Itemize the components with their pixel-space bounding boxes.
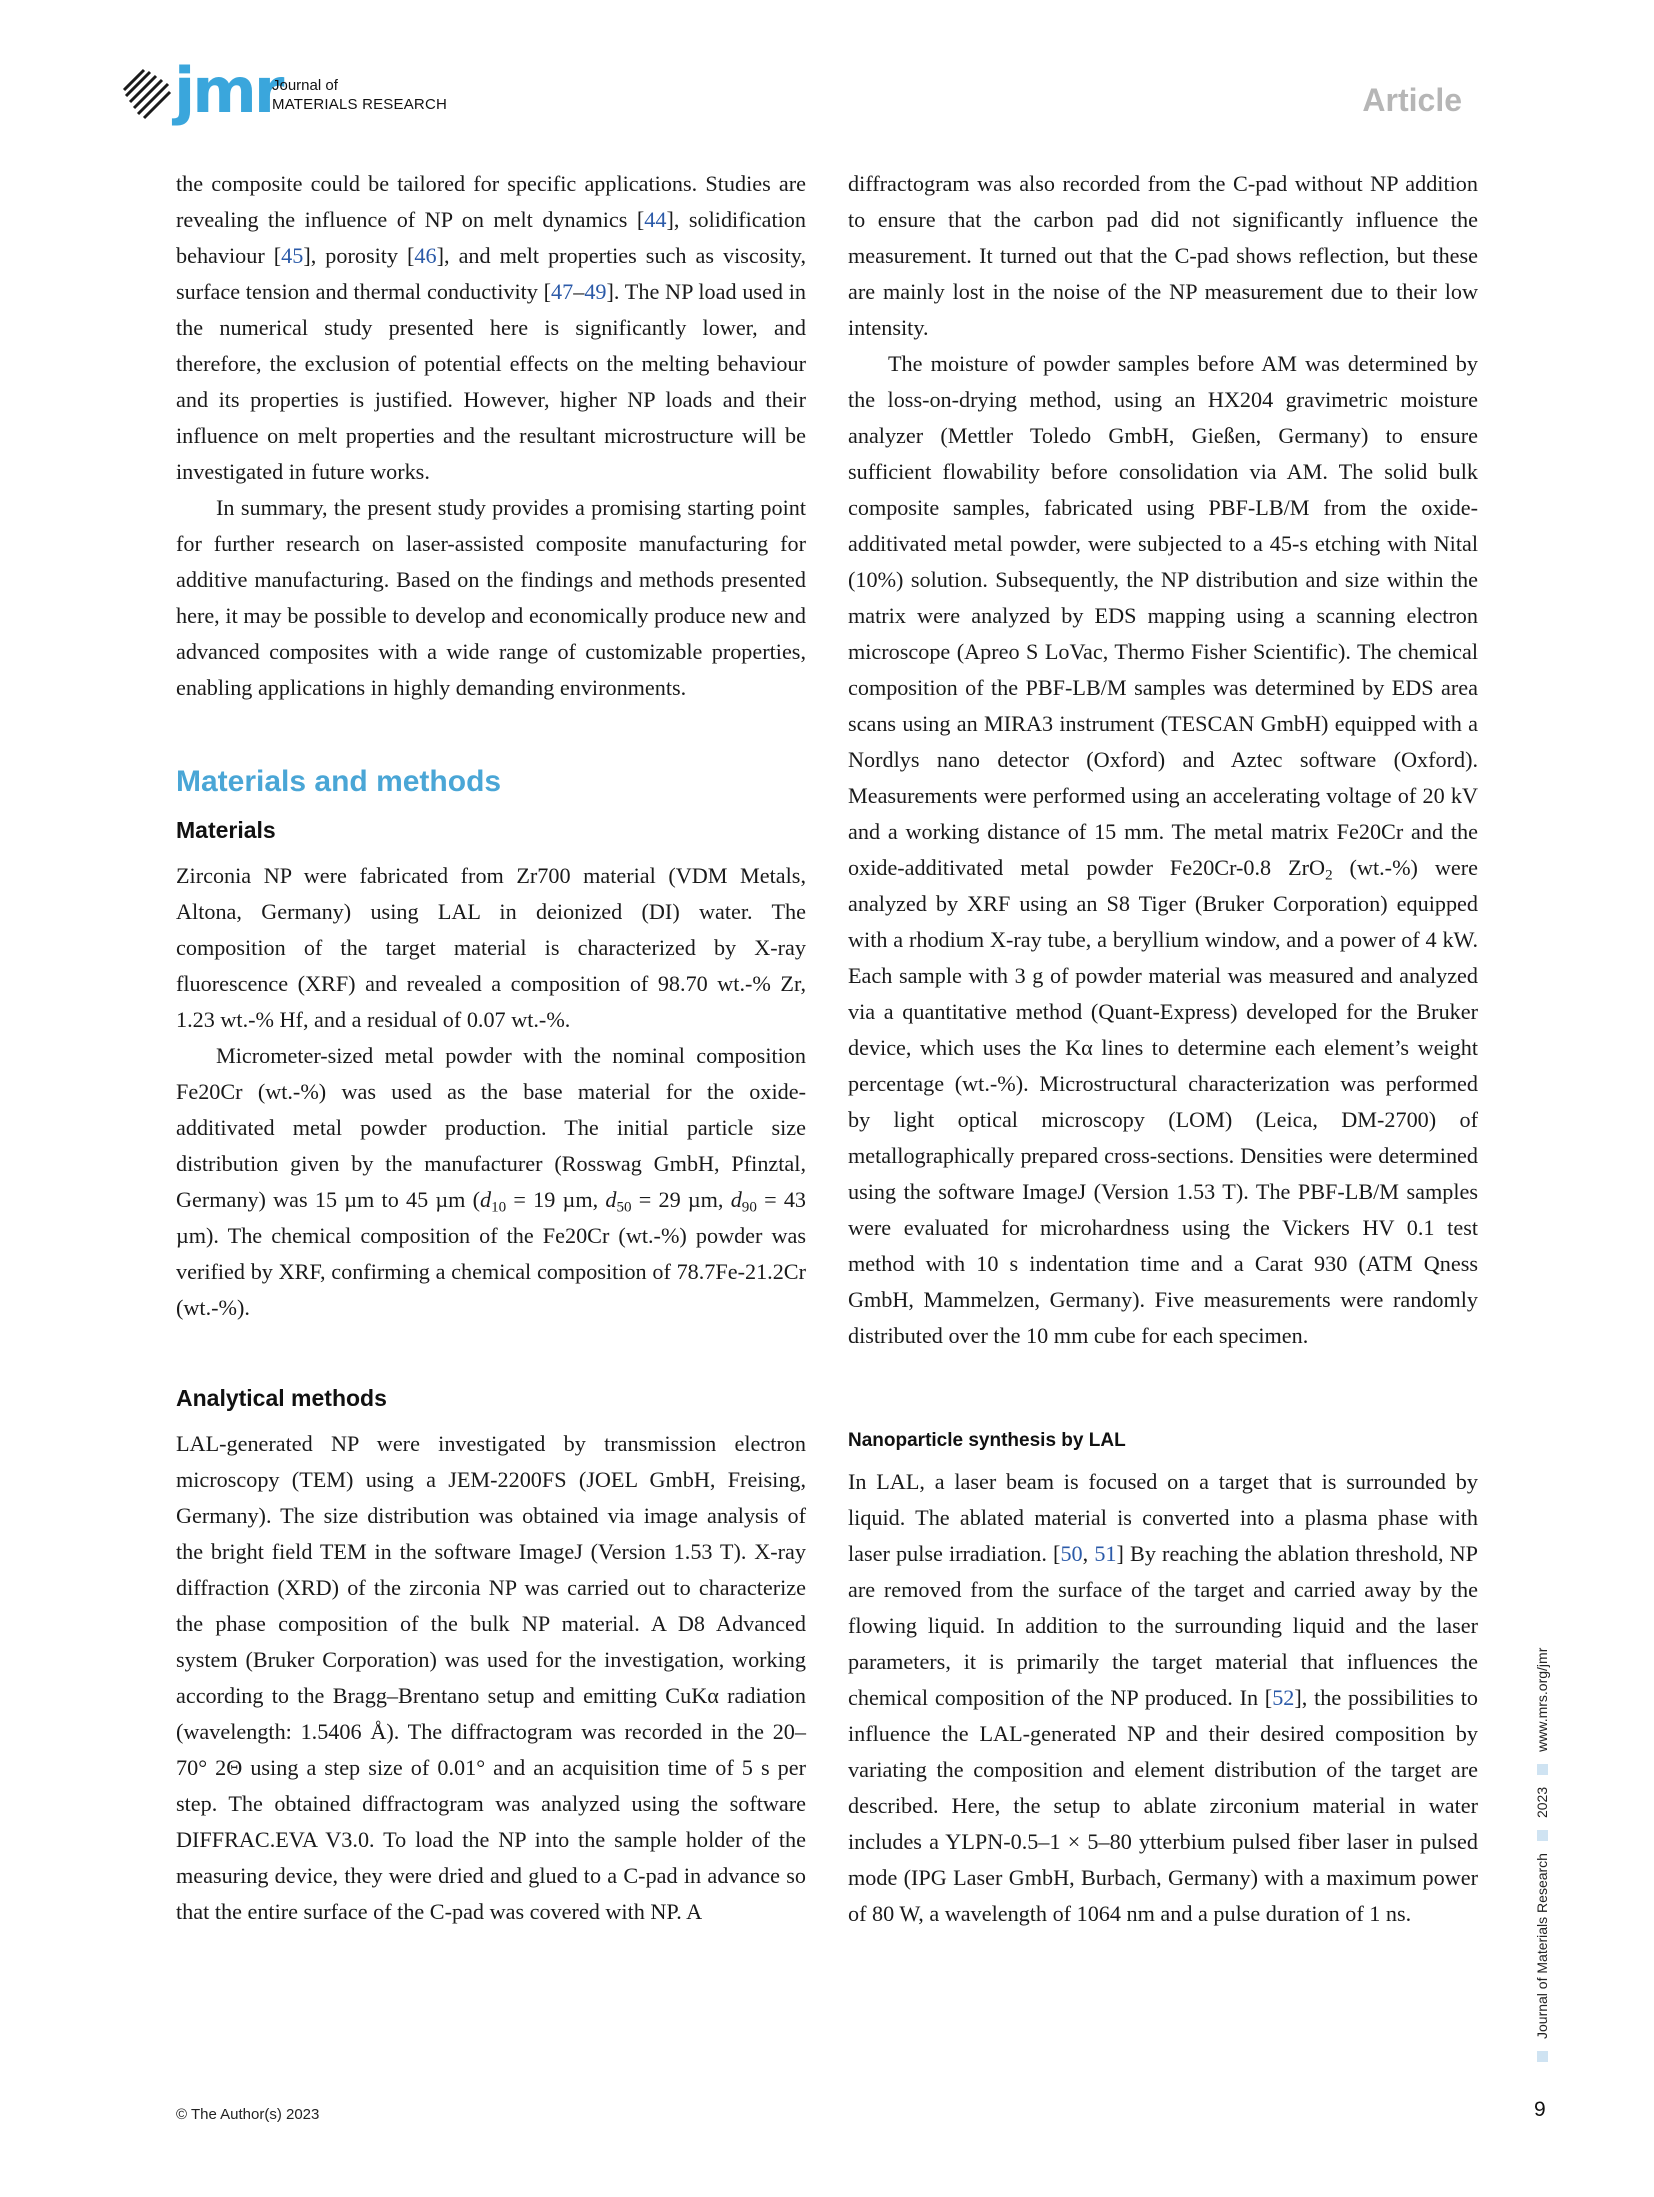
paragraph-right-3: In LAL, a laser beam is focused on a target that is surrounded by liquid. The ablated material is converted into a plasma phase with laser pulse irradiation. [50, 51] By reaching the ablation threshold, NP are removed from the surface of the target and carried away by the flowing liquid. In addition to the surrounding liquid and the laser parameters, it is primarily the target material that influences the chemical composition of the NP produced. In [52], the possibilities to influence the LAL-generated NP and their desired composition by variating the composition and element distribution of the target are described. Here, the setup to ablate zirconium material in water includes a YLPN-0.5–1 × 5–80 ytterbium pulsed fiber laser in pulsed mode (IPG Laser GmbH, Burbach, Germany) with a maximum power of 80 W, a wavelength of 1064 nm and a pulse duration of 1 ns. bbox=[848, 1469, 1478, 1926]
reference-link[interactable]: 45 bbox=[281, 243, 304, 268]
journal-name-line2: MATERIALS RESEARCH bbox=[272, 96, 448, 113]
paragraph-left-1: the composite could be tailored for specific applications. Studies are revealing the influence of NP on melt dynamics [44], solidification behaviour [45], porosity [46], and melt properties such as viscosity, surface tension and thermal conductivity [47–49]. The NP load used in the numerical study presented here is significantly lower, and therefore, the exclusion of potential effects on the melting behaviour and its properties is justified. However, higher NP loads and their influence on melt properties and the resultant microstructure will be investigated in future works. bbox=[176, 171, 807, 484]
paragraph-left-5: LAL-generated NP were investigated by transmission electron microscopy (TEM) using a JEM-2200FS (JOEL GmbH, Freising, Germany). The size distribution was obtained via image analysis of the bright field TEM in the software ImageJ (Version 1.53 T). X-ray diffraction (XRD) of the zirconia NP was carried out to characterize the phase composition of the bulk NP material. A D8 Advanced system (Bruker Corporation) was used for the investigation, working according to the Bragg–Brentano setup and emitting CuKα radiation (wavelength: 1.5406 Å). The diffractogram was recorded in the 20–70° 2Θ using a step size of 0.01° and an acquisition time of 5 s per step. The obtained diffractogram was analyzed using the software DIFFRAC.EVA V3.0. To load the NP into the sample holder of the measuring device, they were dried and glued to a C-pad in advance so that the entire surface of the C-pad was covered with NP. A bbox=[176, 1431, 806, 1924]
reference-link[interactable]: 52 bbox=[1272, 1685, 1295, 1710]
subsubsection-heading-nanoparticle-synthesis: Nanoparticle synthesis by LAL bbox=[848, 1430, 1126, 1451]
logo-stripes-icon bbox=[122, 66, 172, 122]
right-column bbox=[848, 166, 1478, 1932]
journal-name bbox=[272, 76, 447, 114]
paragraph-left-4: Micrometer-sized metal powder with the nominal composition Fe20Cr (wt.-%) was used as the base material for the oxide-additivated metal powder production. The initial particle size distribution given by the manufacturer (Rosswag GmbH, Pfinztal, Germany) was 15 µm to 45 µm ($d_{10} = 19$ µm, $d_{50} = 29$ µm, $d_{90} = 43$ µm). The chemical composition of the Fe20Cr (wt.-%) powder was verified by XRF, confirming a chemical composition of 78.7Fe-21.2Cr (wt.-%). bbox=[176, 1043, 807, 1320]
reference-link[interactable]: 50 bbox=[1060, 1541, 1083, 1566]
side-square-icon bbox=[1537, 1830, 1548, 1841]
logo-wordmark: jmr bbox=[174, 54, 282, 127]
reference-link[interactable]: 49 bbox=[584, 279, 607, 304]
side-url[interactable]: www.mrs.org/jmr bbox=[1534, 1647, 1550, 1752]
subsection-heading-analytical-methods: Analytical methods bbox=[176, 1385, 387, 1411]
subsection-heading-materials: Materials bbox=[176, 817, 276, 843]
reference-link[interactable]: 51 bbox=[1094, 1541, 1117, 1566]
paragraph-left-3: Zirconia NP were fabricated from Zr700 material (VDM Metals, Altona, Germany) using LAL in deionized (DI) water. The composition of the target material is characterized by X-ray fluorescence (XRF) and revealed a composition of 98.70 wt.-% Zr, 1.23 wt.-% Hf, and a residual of 0.07 wt.-%. bbox=[176, 863, 806, 1032]
section-heading-materials-and-methods: Materials and methods bbox=[176, 765, 502, 798]
reference-link[interactable]: 47 bbox=[551, 279, 574, 304]
reference-link[interactable]: 44 bbox=[644, 207, 667, 232]
side-journal-name: Journal of Materials Research bbox=[1534, 1853, 1550, 2039]
journal-name-line1: Journal of bbox=[272, 77, 338, 94]
paragraph-left-2: In summary, the present study provides a promising starting point for further research on laser-assisted composite manufacturing for additive manufacturing. Based on the findings and methods presented here, it may be possible to develop and economically produce new and advanced composites with a wide range of customizable properties, enabling applications in highly demanding environments. bbox=[176, 495, 806, 700]
side-strip bbox=[1534, 1542, 1550, 2062]
left-column bbox=[176, 166, 806, 1930]
journal-logo[interactable] bbox=[122, 54, 462, 132]
paragraph-right-1: diffractogram was also recorded from the C-pad without NP addition to ensure that the carbon pad did not significantly influence the measurement. It turned out that the C-pad shows reflection, but these are mainly lost in the noise of the NP measurement due to their low intensity. bbox=[848, 171, 1478, 340]
page-number: 9 bbox=[1534, 2098, 1546, 2121]
side-square-icon bbox=[1537, 2051, 1548, 2062]
reference-link[interactable]: 46 bbox=[414, 243, 437, 268]
article-type-label: Article bbox=[1362, 82, 1462, 118]
side-square-icon bbox=[1537, 1764, 1548, 1775]
side-year: 2023 bbox=[1534, 1786, 1550, 1819]
paragraph-right-2: The moisture of powder samples before AM was determined by the loss-on-drying method, using an HX204 gravimetric moisture analyzer (Mettler Toledo GmbH, Gießen, Germany) to ensure sufficient flowability before consolidation via AM. The solid bulk composite samples, fabricated using PBF-LB/M from the oxide-additivated metal powder, were subjected to a 45-s etching with Nital (10%) solution. Subsequently, the NP distribution and size within the matrix were analyzed by EDS mapping using a scanning electron microscope (Apreo S LoVac, Thermo Fisher Scientific). The chemical composition of the PBF-LB/M samples was determined by EDS area scans using an MIRA3 instrument (TESCAN GmbH) equipped with a Nordlys nano detector (Oxford) and Aztec software (Oxford). Measurements were performed using an accelerating voltage of 20 kV and a working distance of 15 mm. The metal matrix Fe20Cr and the oxide-additivated metal powder Fe20Cr-0.8 ZrO$_2$ (wt.-%) were analyzed by XRF using an S8 Tiger (Bruker Corporation) equipped with a rhodium X-ray tube, a beryllium window, and a power of 4 kW. Each sample with 3 g of powder material was measured and analyzed via a quantitative method (Quant-Express) developed for the Bruker device, which uses the Kα lines to determine each element’s weight percentage (wt.-%). Microstructural characterization was performed by light optical microscopy (LOM) (Leica, DM-2700) of metallographically prepared cross-sections. Densities were determined using the software ImageJ (Version 1.53 T). The PBF-LB/M samples were evaluated for microhardness using the Vickers HV 0.1 test method with 10 s indentation time and a Carat 930 (ATM Qness GmbH, Mammelzen, Germany). Five measurements were randomly distributed over the 10 mm cube for each specimen. bbox=[848, 351, 1478, 1348]
copyright-notice: © The Author(s) 2023 bbox=[176, 2106, 320, 2123]
